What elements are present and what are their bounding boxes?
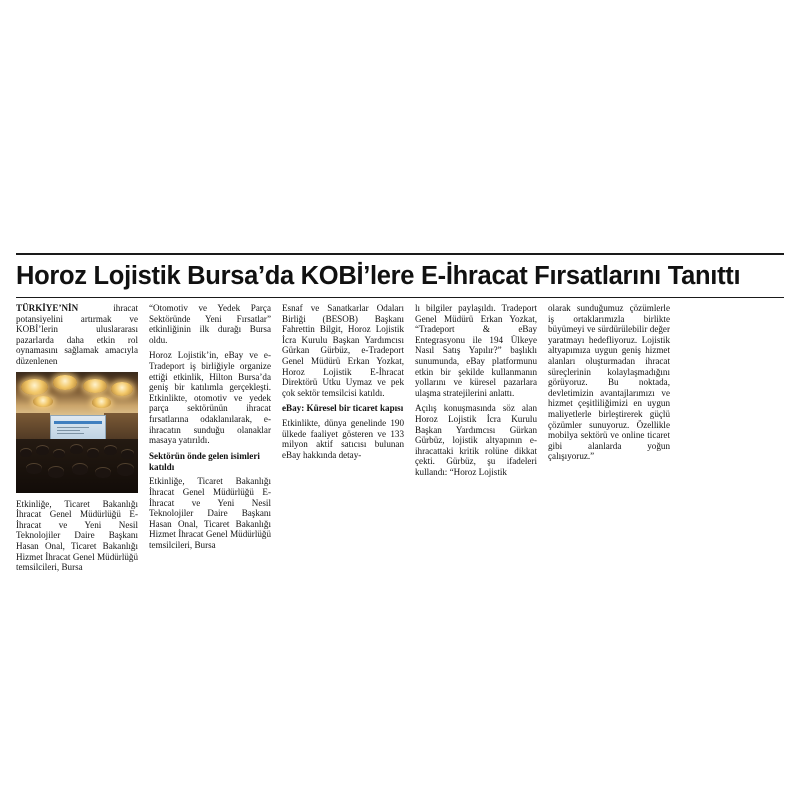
audience-head [20, 449, 32, 458]
audience-head [48, 467, 64, 478]
article-column-5 [548, 303, 670, 553]
paragraph: Horoz Lojistik’in, eBay ve e-Tradeport iş birliğiyle organize ettiği etkinlik, Hilton Bursa’da geniş bir katılımla gerçekleşti. Etkinlikte, otomotiv ve yedek parça sektörünün ihracat fırsatlarına odaklanılarak, e-ihracatın sunduğu olanaklar masaya yatırıldı. [149, 350, 271, 446]
lead-text: ihracat potansiyelini artırmak ve KOBİ’lerin uluslararası pazarlarda daha etkin rol oynamasını sağlamak amacıyla düzenlenen [16, 303, 138, 366]
paragraph-lead [16, 303, 138, 367]
chandelier-icon [53, 375, 77, 390]
audience-head [117, 464, 134, 475]
article-column-3 [282, 303, 404, 553]
newspaper-clipping [16, 253, 784, 573]
screen-text-line [57, 430, 81, 431]
photo-audience [16, 439, 138, 492]
paragraph: Etkinliğe, Ticaret Bakanlığı İhracat Genel Müdürlüğü E-İhracat ve Yeni Nesil Teknolojiler Daire Başkanı Hasan Onal, Ticaret Bakanlığı Hizmet İhracat Genel Müdürlüğü temsilcileri, Bursa [149, 476, 271, 550]
audience-head [95, 468, 111, 479]
lead-word: TÜRKİYE’NİN [16, 303, 79, 313]
screen-text-line [57, 427, 89, 428]
article-column-1 [16, 303, 138, 573]
subheading: Sektörün önde gelen isimleri katıldı [149, 450, 260, 472]
screen-text-line [57, 433, 85, 434]
chandelier-icon [92, 397, 112, 408]
paragraph: Esnaf ve Sanatkarlar Odaları Birliği (BESOB) Başkanı Fahrettin Bilgit, Horoz Lojistik İcra Kurulu Başkan Yardımcısı Gürkan Gürbüz, e-Tradeport Genel Müdürü Erkan Yozkat, Horoz Lojistik E-İhracat Direktörü Utku Uymaz ve pek çok sektör temsilcisi katıldı. [282, 303, 404, 398]
audience-head [87, 449, 99, 458]
audience-head [53, 450, 65, 459]
top-divider [16, 253, 784, 255]
article-column-2 [149, 303, 271, 553]
article-columns [16, 303, 784, 573]
paragraph: olarak sunduğumuz çözümlerle iş ortaklarımızla birlikte büyümeyi ve sürdürülebilir değer yaratmayı hedefliyoruz. Lojistik altyapımıza uygun geniş hizmet alanları oluşturmadan ihracat süreçlerinin kolaylaşmadığını görüyoruz. Bu noktada, devletimizin avantajlarımızı ve hizmet çeşitliliğimizi en uygun maliyetlerle birleştirerek güçlü çözümler sunuyoruz. Özellikle mobilya sektörü ve online ticaret gibi alanlarda yoğun çalışıyoruz.” [548, 303, 670, 462]
audience-head [70, 445, 83, 455]
article-column-4 [415, 303, 537, 553]
headline-divider [16, 297, 784, 298]
paragraph: Etkinlikte, dünya genelinde 190 ülkede faaliyet gösteren ve 133 milyon aktif satıcısı bulunan eBay hakkında detay- [282, 418, 404, 460]
subheading: eBay: Küresel bir ticaret kapısı [282, 403, 404, 414]
audience-head [72, 464, 88, 475]
chandelier-icon [21, 379, 48, 395]
paragraph: “Otomotiv ve Yedek Parça Sektöründe Yeni Fırsatlar” etkinliğinin ilk durağı Bursa oldu. [149, 303, 271, 345]
audience-head [26, 464, 42, 475]
conference-photo [16, 372, 138, 493]
page-title: Horoz Lojistik Bursa’da KOBİ’lere E-İhracat Fırsatlarını Tanıttı [16, 262, 741, 290]
screen-banner [54, 421, 101, 424]
audience-head [104, 446, 117, 455]
paragraph: Açılış konuşmasında söz alan Horoz Lojistik İcra Kurulu Başkan Yardımcısı Gürkan Gürbüz, lojistik altyapının e-ihracattaki kritik rolüne dikkat çekti. Gürbüz, şu ifadeleri kullandı: “Horoz Lojistik [415, 403, 537, 477]
paragraph: lı bilgiler paylaşıldı. Tradeport Genel Müdürü Erkan Yozkat, “Tradeport & eBay Entegrasyonu ile 194 Ülkeye Nasıl Satış Yapılır?” başlıklı sunumunda, eBay platformunu etkin bir şekilde kullanmanın yollarını ve küresel pazarlara ulaşma stratejilerini anlattı. [415, 303, 537, 398]
chandelier-icon [33, 396, 53, 407]
paragraph: Etkinliğe, Ticaret Bakanlığı İhracat Genel Müdürlüğü E-İhracat ve Yeni Nesil Teknolojiler Daire Başkanı Hasan Onal, Ticaret Bakanlığı Hizmet İhracat Genel Müdürlüğü temsilcileri, Bursa [16, 498, 138, 573]
audience-head [36, 446, 49, 455]
chandelier-icon [111, 382, 133, 395]
audience-head [121, 450, 134, 459]
